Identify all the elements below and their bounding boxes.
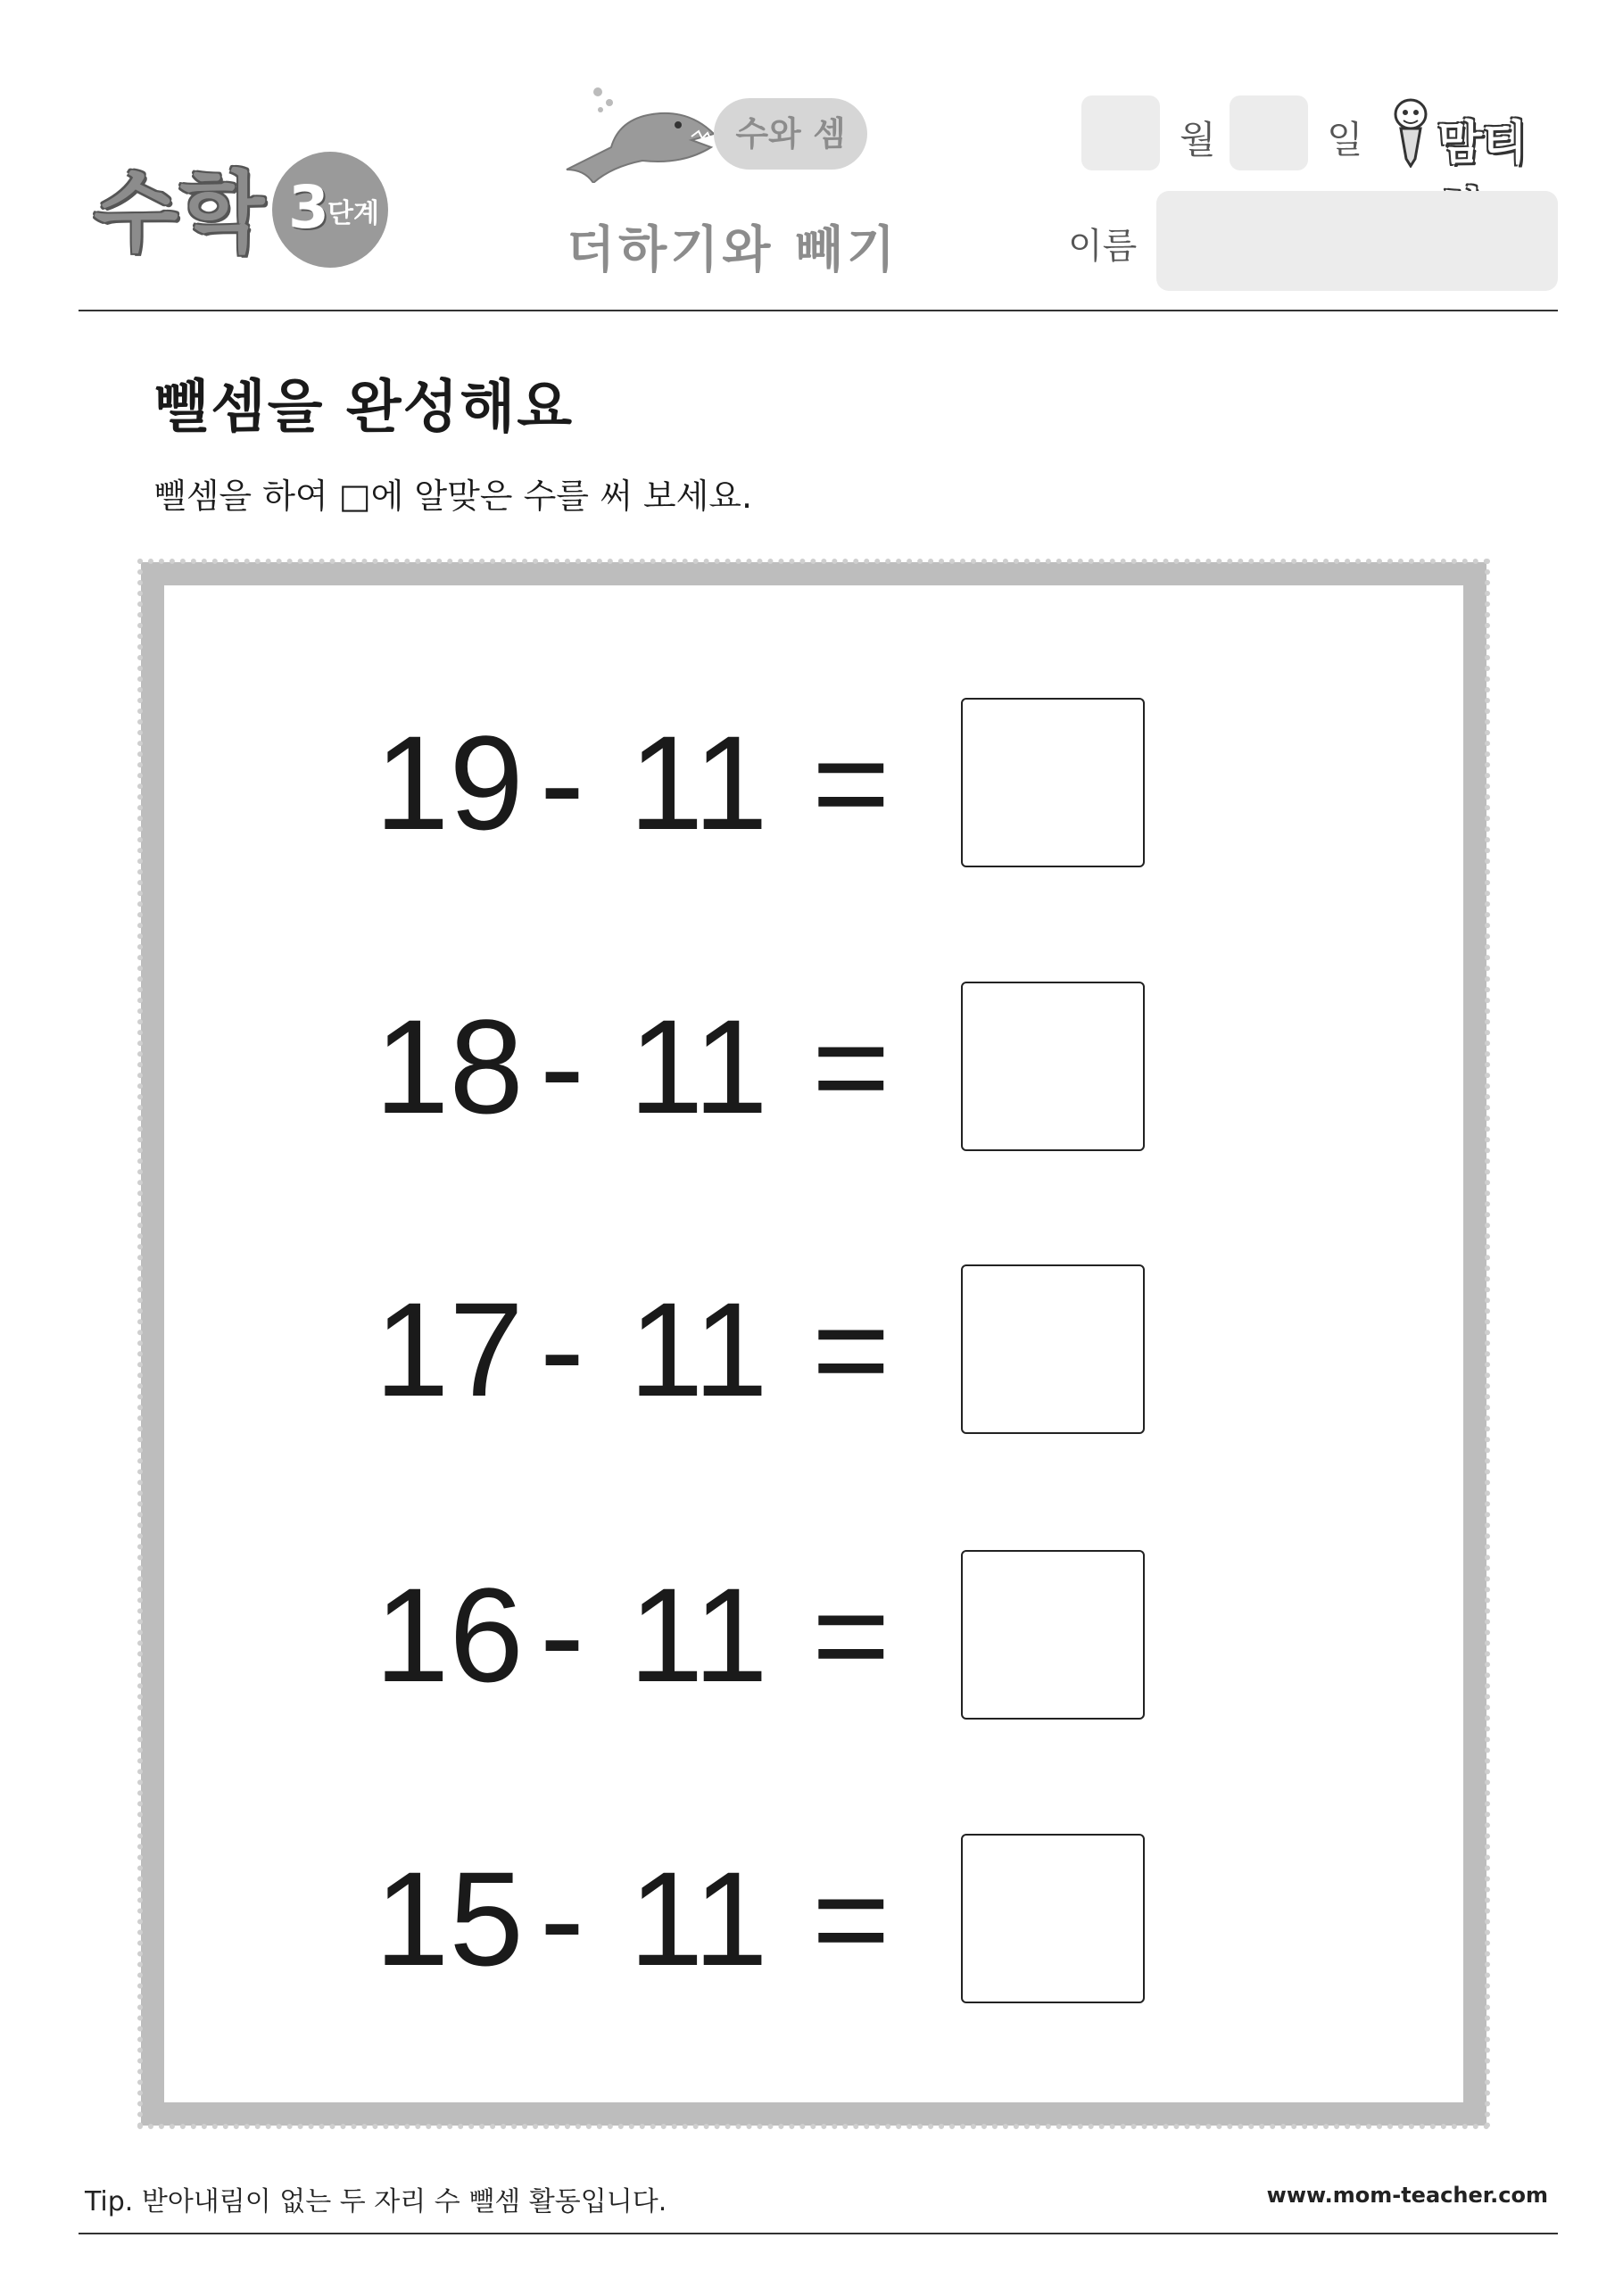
minus-sign: - bbox=[540, 991, 584, 1141]
minuend: 15 bbox=[375, 1844, 524, 1993]
problem-row bbox=[375, 1834, 1178, 2012]
minuend: 19 bbox=[375, 708, 524, 858]
minus-sign: - bbox=[540, 1844, 584, 1993]
whale-icon bbox=[558, 85, 736, 183]
logo-text: 수학 bbox=[94, 162, 267, 264]
answer-box[interactable] bbox=[961, 1834, 1145, 2003]
subtrahend: 11 bbox=[629, 1560, 768, 1710]
answer-box[interactable] bbox=[961, 1550, 1145, 1720]
minus-sign: - bbox=[540, 1274, 584, 1424]
unit-subtitle: 더하기와 빼기 bbox=[567, 221, 899, 279]
problem-row bbox=[375, 1550, 1178, 1728]
problem-row bbox=[375, 982, 1178, 1160]
minus-sign: - bbox=[540, 708, 584, 858]
pencil-mascot-icon bbox=[1388, 96, 1433, 168]
equals-sign: = bbox=[812, 1560, 890, 1710]
math-logo bbox=[94, 134, 397, 277]
answer-box[interactable] bbox=[961, 1264, 1145, 1434]
worksheet-title: 뺄셈을 완성해요 bbox=[153, 375, 575, 441]
problem-row bbox=[375, 1264, 1178, 1443]
level-badge bbox=[272, 152, 388, 268]
answer-box[interactable] bbox=[961, 982, 1145, 1151]
brand-logo bbox=[1388, 93, 1567, 173]
name-field[interactable] bbox=[1156, 191, 1558, 291]
topic-badge: 수와 셈 bbox=[714, 98, 867, 170]
month-field[interactable] bbox=[1081, 95, 1160, 170]
day-label: 일 bbox=[1327, 118, 1363, 162]
header-divider bbox=[79, 310, 1558, 311]
level-number: 3 bbox=[288, 173, 329, 242]
website-link[interactable]: www.mom-teacher.com bbox=[1266, 2183, 1548, 2208]
footer-divider bbox=[79, 2233, 1558, 2234]
minus-sign: - bbox=[540, 1560, 584, 1710]
minuend: 16 bbox=[375, 1560, 524, 1710]
equals-sign: = bbox=[812, 1274, 890, 1424]
subtrahend: 11 bbox=[629, 1844, 768, 1993]
equals-sign: = bbox=[812, 708, 890, 858]
subtrahend: 11 bbox=[629, 708, 768, 858]
equals-sign: = bbox=[812, 991, 890, 1141]
day-field[interactable] bbox=[1230, 95, 1308, 170]
subtrahend: 11 bbox=[629, 1274, 768, 1424]
equals-sign: = bbox=[812, 1844, 890, 1993]
answer-box[interactable] bbox=[961, 698, 1145, 867]
name-label: 이름 bbox=[1068, 226, 1138, 267]
brand-text: 맘티 bbox=[1437, 117, 1528, 170]
minuend: 17 bbox=[375, 1274, 524, 1424]
tip-text: Tip. 받아내림이 없는 두 자리 수 뺄셈 활동입니다. bbox=[85, 2186, 667, 2217]
minuend: 18 bbox=[375, 991, 524, 1141]
problem-row bbox=[375, 698, 1178, 876]
worksheet-instruction: 뺄셈을 하여 □에 알맞은 수를 써 보세요. bbox=[153, 477, 753, 516]
month-label: 월 bbox=[1180, 118, 1216, 162]
subtrahend: 11 bbox=[629, 991, 768, 1141]
level-unit: 단계 bbox=[327, 198, 379, 229]
